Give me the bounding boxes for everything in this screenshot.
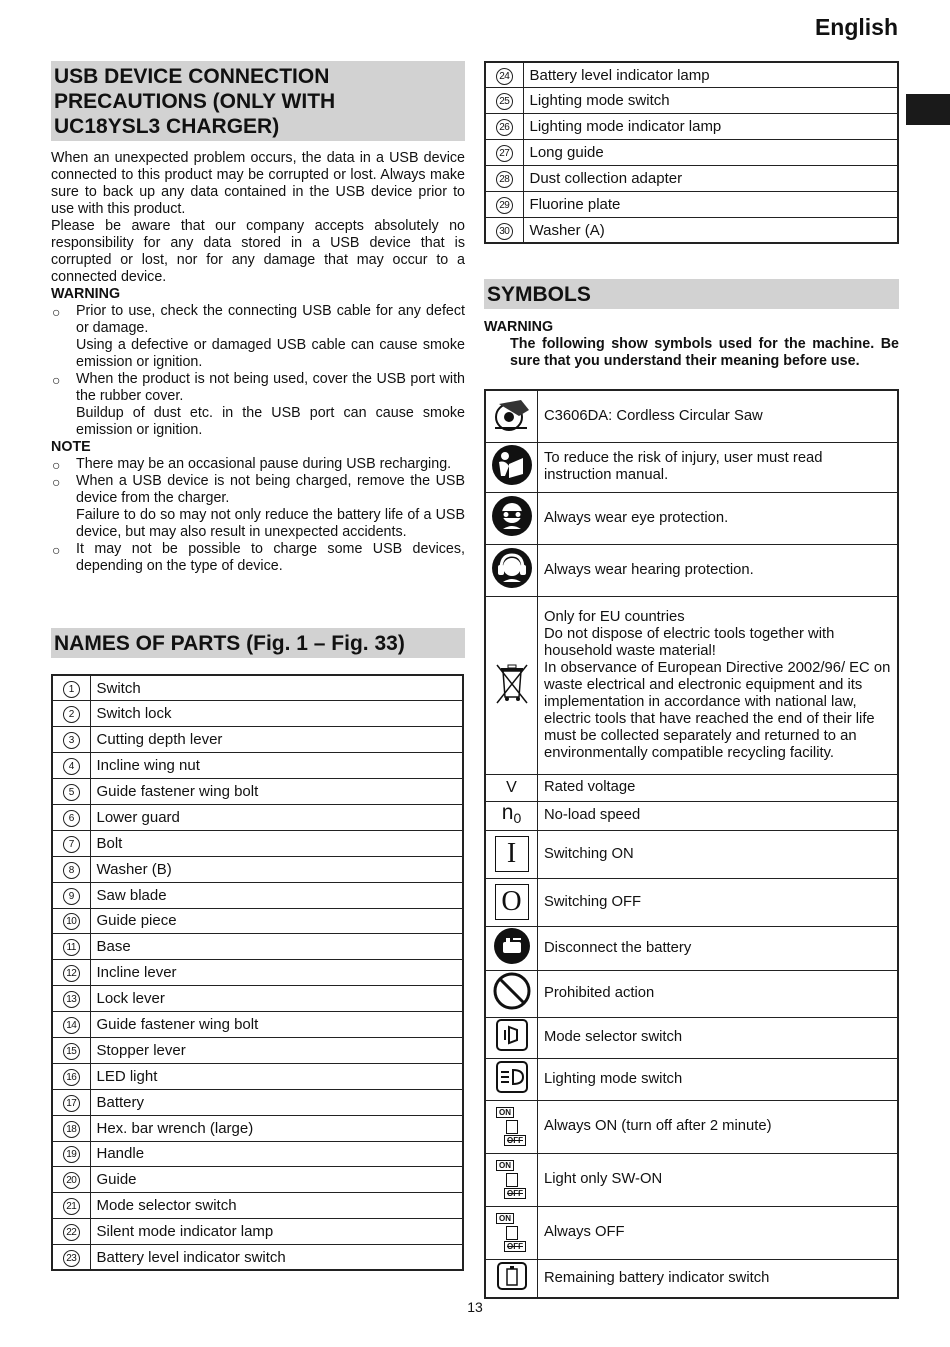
symbol-text: To reduce the risk of injury, user must read instruction manual. <box>538 442 899 492</box>
hearing-protection-icon <box>485 544 538 596</box>
bullet-circle-icon: ○ <box>52 474 61 490</box>
part-number <box>52 856 90 882</box>
part-row <box>52 986 463 1012</box>
symbol-text: Always wear eye protection. <box>538 492 899 544</box>
part-name: Silent mode indicator lamp <box>90 1219 463 1245</box>
symbols-section <box>484 279 899 370</box>
no-load-glyph: n <box>501 801 514 825</box>
part-number-circle: 9 <box>63 888 80 905</box>
part-name: Battery level indicator switch <box>90 1245 463 1271</box>
symbol-row <box>485 830 898 878</box>
symbol-text: Lighting mode switch <box>538 1058 899 1100</box>
off-label: OFF <box>504 1188 526 1199</box>
symbols-table <box>484 389 899 1299</box>
usb-note-item <box>51 541 465 575</box>
part-name: Guide piece <box>90 908 463 934</box>
switch-on-glyph: I <box>495 836 529 872</box>
part-number-circle: 3 <box>63 732 80 749</box>
part-name: Lower guard <box>90 804 463 830</box>
symbol-text: Always wear hearing protection. <box>538 544 899 596</box>
part-name: Saw blade <box>90 882 463 908</box>
parts-table-wrap <box>51 674 464 1271</box>
part-number-circle: 13 <box>63 991 80 1008</box>
symbol-row <box>485 492 898 544</box>
symbol-row <box>485 596 898 774</box>
symbol-row <box>485 1153 898 1206</box>
symbol-row <box>485 878 898 926</box>
part-number-circle: 18 <box>63 1121 80 1138</box>
part-number <box>52 1167 90 1193</box>
bullet-circle-icon: ○ <box>52 457 61 473</box>
off-label: OFF <box>504 1241 526 1252</box>
part-row <box>52 701 463 727</box>
eye-protection-icon <box>485 492 538 544</box>
part-number <box>52 1245 90 1271</box>
part-name: Long guide <box>523 140 898 166</box>
usb-warning-text: When the product is not being used, cover the USB port with the rubber cover. <box>76 371 465 404</box>
part-name: Guide <box>90 1167 463 1193</box>
disconnect-battery-icon <box>485 926 538 970</box>
symbol-text: Prohibited action <box>538 970 899 1017</box>
switch-off-icon <box>485 878 538 926</box>
part-row <box>52 1115 463 1141</box>
battery-indicator-icon <box>485 1259 538 1298</box>
light-sw-on-icon <box>485 1153 538 1206</box>
on-label: ON <box>496 1160 514 1171</box>
part-number <box>52 960 90 986</box>
part-number <box>485 88 523 114</box>
part-row <box>52 727 463 753</box>
symbols-section-title: SYMBOLS <box>484 279 899 309</box>
part-name: Dust collection adapter <box>523 166 898 192</box>
page-number: 13 <box>467 1299 483 1315</box>
lighting-mode-icon <box>485 1058 538 1100</box>
part-row <box>52 804 463 830</box>
part-row <box>52 856 463 882</box>
right-column <box>484 61 899 244</box>
part-number <box>485 114 523 140</box>
part-number-circle: 16 <box>63 1069 80 1086</box>
part-number-circle: 8 <box>63 862 80 879</box>
part-row <box>52 779 463 805</box>
part-row <box>52 675 463 701</box>
part-number-circle: 23 <box>63 1250 80 1267</box>
part-number <box>52 934 90 960</box>
part-number-circle: 2 <box>63 706 80 723</box>
part-row <box>52 882 463 908</box>
part-name: Lighting mode indicator lamp <box>523 114 898 140</box>
symbol-text: Switching OFF <box>538 878 899 926</box>
part-number <box>52 908 90 934</box>
section-tab-marker <box>906 94 950 125</box>
part-row <box>52 1037 463 1063</box>
usb-warning-item <box>51 371 465 439</box>
part-name: Washer (B) <box>90 856 463 882</box>
part-name: Battery level indicator lamp <box>523 62 898 88</box>
symbol-row <box>485 926 898 970</box>
weee-text-line: Do not dispose of electric tools together with household waste material! <box>544 625 835 659</box>
part-number <box>52 675 90 701</box>
symbol-row <box>485 1100 898 1153</box>
bullet-circle-icon: ○ <box>52 372 61 388</box>
part-number-circle: 27 <box>496 145 513 162</box>
usb-warning-text: Prior to use, check the connecting USB cable for any defect or damage. <box>76 303 465 336</box>
usb-intro-2: Please be aware that our company accepts absolutely no responsibility for any data stored in a USB device that is corrupted or lost, nor for any damage that may occur to a connected device. <box>51 218 465 285</box>
part-row <box>52 960 463 986</box>
part-name: LED light <box>90 1063 463 1089</box>
part-number-circle: 15 <box>63 1043 80 1060</box>
usb-section-title: USB DEVICE CONNECTION PRECAUTIONS (ONLY WITH UC18YSL3 CHARGER) <box>51 61 465 141</box>
part-number-circle: 22 <box>63 1224 80 1241</box>
prohibited-icon <box>485 970 538 1017</box>
part-name: Stopper lever <box>90 1037 463 1063</box>
parts-table-continued <box>484 61 899 244</box>
symbol-row <box>485 390 898 442</box>
part-number-circle: 30 <box>496 223 513 240</box>
symbols-table-wrap <box>484 389 899 1299</box>
part-row <box>52 1245 463 1271</box>
symbol-text: Always OFF <box>538 1206 899 1259</box>
symbol-row <box>485 801 898 830</box>
usb-note-item <box>51 473 465 541</box>
part-number-circle: 20 <box>63 1172 80 1189</box>
part-number-circle: 26 <box>496 119 513 136</box>
symbol-text: Rated voltage <box>538 774 899 801</box>
part-number <box>52 779 90 805</box>
symbol-row <box>485 1206 898 1259</box>
weee-crossed-bin-icon <box>485 596 538 774</box>
part-row <box>485 114 898 140</box>
parts-section-title: NAMES OF PARTS (Fig. 1 – Fig. 33) <box>51 628 465 658</box>
usb-warning-text: Using a defective or damaged USB cable can cause smoke emission or ignition. <box>76 337 465 370</box>
part-number <box>52 882 90 908</box>
usb-note-text: When a USB device is not being charged, remove the USB device from the charger. <box>76 473 465 506</box>
weee-text <box>538 596 899 774</box>
on-label: ON <box>496 1107 514 1118</box>
part-number <box>485 166 523 192</box>
part-number <box>52 986 90 1012</box>
part-row <box>485 217 898 243</box>
part-name: Cutting depth lever <box>90 727 463 753</box>
symbol-text: Remaining battery indicator switch <box>538 1259 899 1298</box>
off-label: OFF <box>504 1135 526 1146</box>
part-number <box>485 191 523 217</box>
part-number <box>52 830 90 856</box>
part-number <box>52 1012 90 1038</box>
part-row <box>485 140 898 166</box>
part-number-circle: 17 <box>63 1095 80 1112</box>
part-number <box>485 62 523 88</box>
part-number <box>52 804 90 830</box>
part-number <box>52 1219 90 1245</box>
usb-intro-1: When an unexpected problem occurs, the data in a USB device connected to this product may be corrupted or lost. Always make sure to back up any data contained in the USB device prior to use with this product. <box>51 150 465 217</box>
part-number-circle: 29 <box>496 197 513 214</box>
part-row <box>485 166 898 192</box>
usb-warning-item <box>51 303 465 371</box>
part-number-circle: 21 <box>63 1198 80 1215</box>
part-name: Incline lever <box>90 960 463 986</box>
on-label: ON <box>496 1213 514 1224</box>
usb-warning-text: Buildup of dust etc. in the USB port can cause smoke emission or ignition. <box>76 405 465 438</box>
circular-saw-icon <box>485 390 538 442</box>
part-name: Guide fastener wing bolt <box>90 1012 463 1038</box>
part-number <box>52 1141 90 1167</box>
part-row <box>52 1089 463 1115</box>
no-load-speed-icon <box>485 801 538 830</box>
part-row <box>52 753 463 779</box>
symbol-row <box>485 970 898 1017</box>
part-number <box>485 140 523 166</box>
part-number-circle: 24 <box>496 68 513 85</box>
part-name: Switch <box>90 675 463 701</box>
switch-on-icon <box>485 830 538 878</box>
part-number-circle: 12 <box>63 965 80 982</box>
always-on-icon <box>485 1100 538 1153</box>
switch-off-glyph: O <box>495 884 529 920</box>
no-load-glyph-sub: 0 <box>513 809 522 826</box>
part-name: Lock lever <box>90 986 463 1012</box>
part-name: Battery <box>90 1089 463 1115</box>
part-name: Handle <box>90 1141 463 1167</box>
symbol-row <box>485 544 898 596</box>
part-number <box>52 1063 90 1089</box>
weee-text-line: Only for EU countries <box>544 608 685 625</box>
part-number-circle: 7 <box>63 836 80 853</box>
part-row <box>52 1193 463 1219</box>
symbol-text: Mode selector switch <box>538 1017 899 1058</box>
part-name: Base <box>90 934 463 960</box>
voltage-icon: V <box>485 774 538 801</box>
symbol-text: No-load speed <box>538 801 899 830</box>
part-row <box>52 1219 463 1245</box>
part-row <box>52 1012 463 1038</box>
part-row <box>52 908 463 934</box>
part-number <box>485 217 523 243</box>
part-row <box>485 88 898 114</box>
part-number-circle: 1 <box>63 681 80 698</box>
part-number <box>52 1037 90 1063</box>
part-number-circle: 6 <box>63 810 80 827</box>
bullet-circle-icon: ○ <box>52 542 61 558</box>
part-row <box>52 830 463 856</box>
part-number-circle: 4 <box>63 758 80 775</box>
symbol-text: Light only SW-ON <box>538 1153 899 1206</box>
symbol-row <box>485 442 898 492</box>
part-name: Guide fastener wing bolt <box>90 779 463 805</box>
part-number-circle: 14 <box>63 1017 80 1034</box>
always-off-icon <box>485 1206 538 1259</box>
symbol-row <box>485 1259 898 1298</box>
usb-note-text: Failure to do so may not only reduce the battery life of a USB device, but may also result in unexpected accidents. <box>76 507 465 540</box>
part-number <box>52 1115 90 1141</box>
mode-selector-icon <box>485 1017 538 1058</box>
parts-table <box>51 674 464 1271</box>
part-row <box>52 1167 463 1193</box>
part-name: Washer (A) <box>523 217 898 243</box>
part-row <box>52 1063 463 1089</box>
usb-note-item <box>51 456 465 473</box>
part-number-circle: 11 <box>63 939 80 956</box>
symbol-row <box>485 1058 898 1100</box>
part-name: Fluorine plate <box>523 191 898 217</box>
part-number-circle: 19 <box>63 1146 80 1163</box>
symbol-row <box>485 1017 898 1058</box>
weee-text-line: In observance of European Directive 2002/96/ EC on waste electrical and electronic equipment and its implementation in accordance with national law, electric tools that have reached the end of their life must be collected separately and returned to an environmentally compatible recycling facility. <box>544 659 891 761</box>
symbols-warning-label: WARNING <box>484 319 554 335</box>
symbol-text: Switching ON <box>538 830 899 878</box>
part-number-circle: 10 <box>63 913 80 930</box>
part-name: Hex. bar wrench (large) <box>90 1115 463 1141</box>
part-name: Switch lock <box>90 701 463 727</box>
part-row <box>52 934 463 960</box>
symbol-row <box>485 774 898 801</box>
parts-section <box>51 628 465 658</box>
symbols-warning-text: The following show symbols used for the machine. Be sure that you understand their meaning before use. <box>510 336 899 369</box>
read-manual-icon <box>485 442 538 492</box>
part-number-circle: 28 <box>496 171 513 188</box>
part-row <box>52 1141 463 1167</box>
part-name: Lighting mode switch <box>523 88 898 114</box>
part-name: Bolt <box>90 830 463 856</box>
part-number <box>52 701 90 727</box>
part-name: Mode selector switch <box>90 1193 463 1219</box>
bullet-circle-icon: ○ <box>52 304 61 320</box>
part-name: Incline wing nut <box>90 753 463 779</box>
usb-note-text: There may be an occasional pause during USB recharging. <box>76 456 452 472</box>
part-number <box>52 727 90 753</box>
left-column <box>51 61 465 575</box>
symbol-text: Disconnect the battery <box>538 926 899 970</box>
part-number-circle: 5 <box>63 784 80 801</box>
part-number <box>52 753 90 779</box>
part-number <box>52 1089 90 1115</box>
usb-note-label: NOTE <box>51 439 91 455</box>
part-row <box>485 191 898 217</box>
part-number-circle: 25 <box>496 93 513 110</box>
language-label: English <box>814 14 898 40</box>
symbol-text: C3606DA: Cordless Circular Saw <box>538 390 899 442</box>
part-number <box>52 1193 90 1219</box>
part-row <box>485 62 898 88</box>
usb-note-text: It may not be possible to charge some USB devices, depending on the type of device. <box>76 541 465 574</box>
usb-warning-label: WARNING <box>51 286 121 302</box>
symbol-text: Always ON (turn off after 2 minute) <box>538 1100 899 1153</box>
